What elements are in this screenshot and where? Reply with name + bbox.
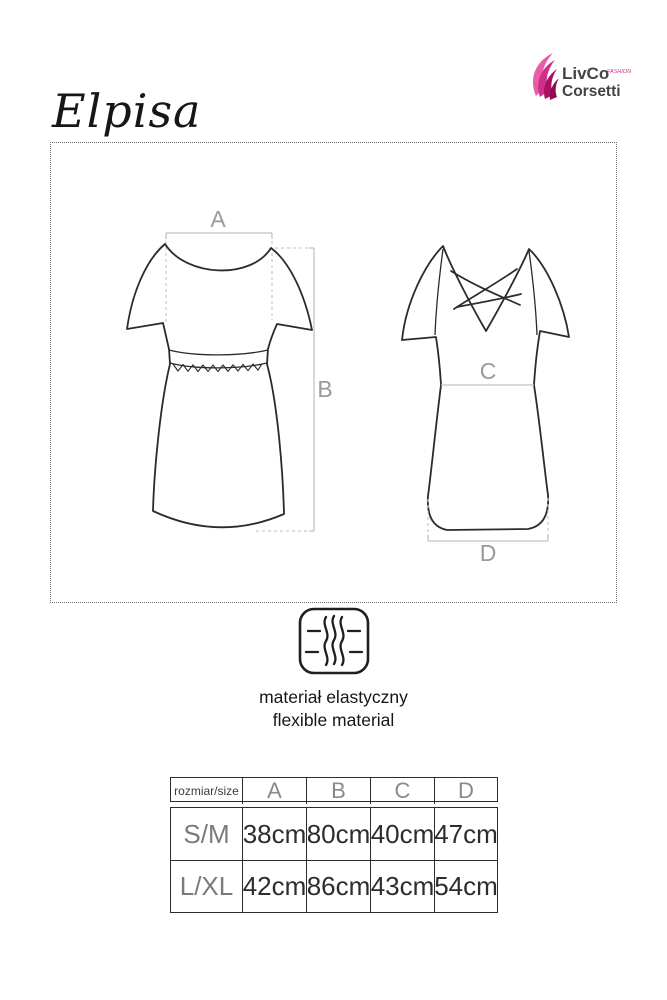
- cell-sm-a: 38cm: [242, 808, 306, 860]
- header-cell-size: rozmiar/size: [174, 784, 239, 798]
- material-note-pl: materiał elastyczny: [259, 687, 408, 707]
- logo-brand2-text: Corsetti: [562, 83, 621, 100]
- table-row-lxl: [171, 860, 497, 912]
- header-cell-b: B: [306, 778, 370, 804]
- measurement-label-b: B: [317, 376, 333, 402]
- garment-front-drawing: [127, 206, 333, 531]
- logo-fashion-text: FASHION: [607, 69, 632, 75]
- diagram-panel: [50, 142, 617, 603]
- size-table: [170, 777, 498, 913]
- row-size-label: S/M: [183, 818, 230, 849]
- cell-sm-c: 40cm: [370, 808, 434, 860]
- measure-line-a: [166, 233, 272, 239]
- header-cell-c: C: [370, 778, 434, 804]
- material-note: [50, 606, 617, 732]
- flexible-material-icon: [297, 606, 371, 676]
- back-armhole-right: [529, 251, 537, 335]
- back-armhole-left: [435, 249, 443, 335]
- garment-diagrams: [51, 143, 616, 602]
- livco-wing-icon: [533, 53, 559, 100]
- measure-line-b: [309, 248, 314, 531]
- header-cell-a: A: [242, 778, 306, 804]
- size-table-header: [170, 777, 498, 802]
- row-size-label: L/XL: [179, 871, 234, 901]
- cell-lxl-c: 43cm: [370, 861, 434, 912]
- cell-lxl-a: 42cm: [242, 861, 306, 912]
- logo-brand-text: LivCo: [562, 64, 610, 83]
- logo-graphic: [528, 50, 644, 108]
- cell-lxl-d: 54cm: [434, 861, 497, 912]
- material-note-en: flexible material: [272, 710, 395, 730]
- table-row-sm: [171, 808, 497, 860]
- size-table-body: [170, 807, 498, 913]
- cell-sm-d: 47cm: [434, 808, 497, 860]
- front-outline: [127, 244, 312, 527]
- brand-logo: [528, 50, 644, 108]
- measurement-label-a: A: [210, 206, 226, 232]
- cell-sm-b: 80cm: [306, 808, 370, 860]
- measurement-label-d: D: [479, 540, 497, 566]
- garment-back-drawing: [402, 246, 569, 566]
- cell-lxl-b: 86cm: [306, 861, 370, 912]
- product-title: Elpisa: [52, 84, 202, 138]
- header-cell-d: D: [434, 778, 497, 804]
- front-band-top: [169, 350, 268, 355]
- measurement-label-c: C: [479, 358, 497, 384]
